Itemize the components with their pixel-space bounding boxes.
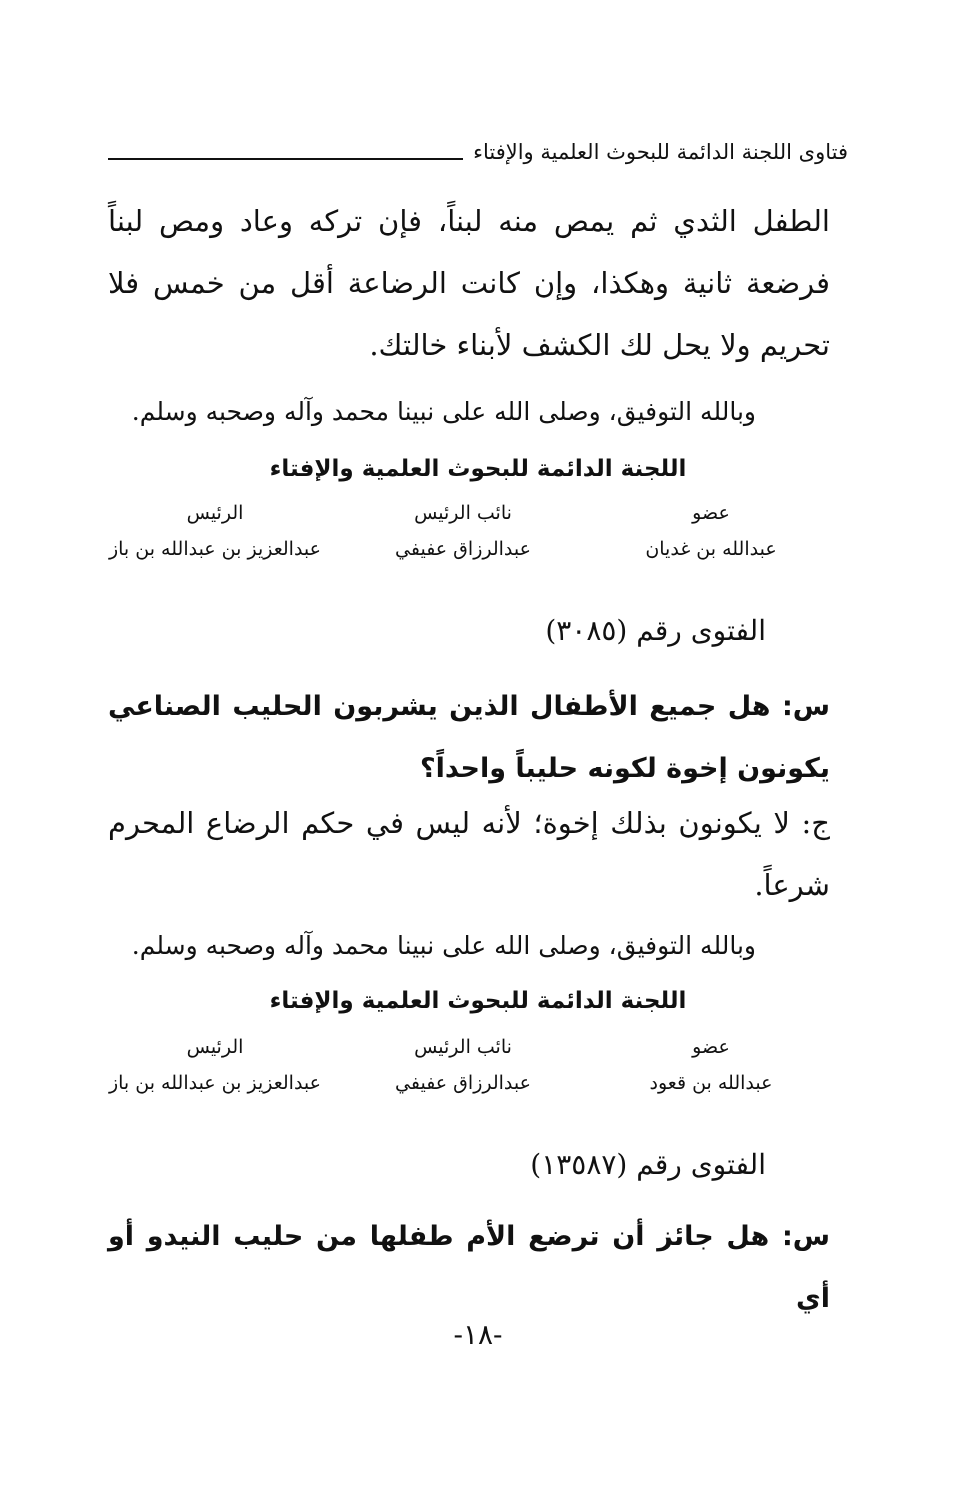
closing-formula-1: وبالله التوفيق، وصلى الله على نبينا محمد وآله وصحبه وسلم. (131, 397, 756, 426)
committee-name-1: اللجنة الدائمة للبحوث العلمية والإفتاء (269, 456, 687, 482)
committee-name-2: اللجنة الدائمة للبحوث العلمية والإفتاء (269, 988, 687, 1014)
signature-role: الرئيس (186, 1036, 244, 1058)
paragraph-continuation: الطفل الثدي ثم يمص منه لبناً، فإن تركه وعاد ومص لبناً فرضعة ثانية وهكذا، وإن كانت الرضاعة أقل من خمس فلا تحريم ولا يحل لك الكشف لأبناء خالتك. (108, 204, 830, 362)
signature-name: عبدالله بن قعود (649, 1072, 773, 1094)
question-2: س: هل جائز أن ترضع الأم طفلها من حليب النيدو أو أي (108, 1221, 830, 1314)
signature-role: عضو (692, 502, 730, 524)
signature-role: عضو (692, 1036, 730, 1058)
running-header (108, 132, 848, 172)
signature-vice-president (348, 502, 578, 560)
fatwa-number-1: الفتوى رقم (٣٠٨٥) (545, 614, 766, 647)
answer-1: ج: لا يكونون بذلك إخوة؛ لأنه ليس في حكم الرضاع المحرم شرعاً. (108, 806, 830, 902)
question-1: س: هل جميع الأطفال الذين يشربون الحليب الصناعي يكونون إخوة لكونه حليباً واحداً؟ (108, 691, 830, 784)
signature-role: نائب الرئيس (414, 1036, 512, 1058)
signature-name: عبدالرزاق عفيفي (395, 538, 531, 560)
running-header-title: فتاوى اللجنة الدائمة للبحوث العلمية والإفتاء (473, 140, 848, 164)
signature-president (100, 502, 330, 560)
signature-name: عبدالعزيز بن عبدالله بن باز (108, 538, 322, 560)
page-number: -١٨- (453, 1318, 503, 1351)
signature-name: عبدالرزاق عفيفي (395, 1072, 531, 1094)
signature-vice-president (348, 1036, 578, 1094)
header-rule (108, 158, 463, 160)
closing-formula-2: وبالله التوفيق، وصلى الله على نبينا محمد وآله وصحبه وسلم. (131, 931, 756, 960)
signature-role: الرئيس (186, 502, 244, 524)
signatures-1 (100, 502, 826, 560)
signature-role: نائب الرئيس (414, 502, 512, 524)
fatwa-number-2: الفتوى رقم (١٣٥٨٧) (530, 1148, 766, 1181)
signature-president (100, 1036, 330, 1094)
signature-member (596, 502, 826, 560)
signature-name: عبدالله بن غديان (645, 538, 777, 560)
signature-member (596, 1036, 826, 1094)
signature-name: عبدالعزيز بن عبدالله بن باز (108, 1072, 322, 1094)
signatures-2 (100, 1036, 826, 1094)
